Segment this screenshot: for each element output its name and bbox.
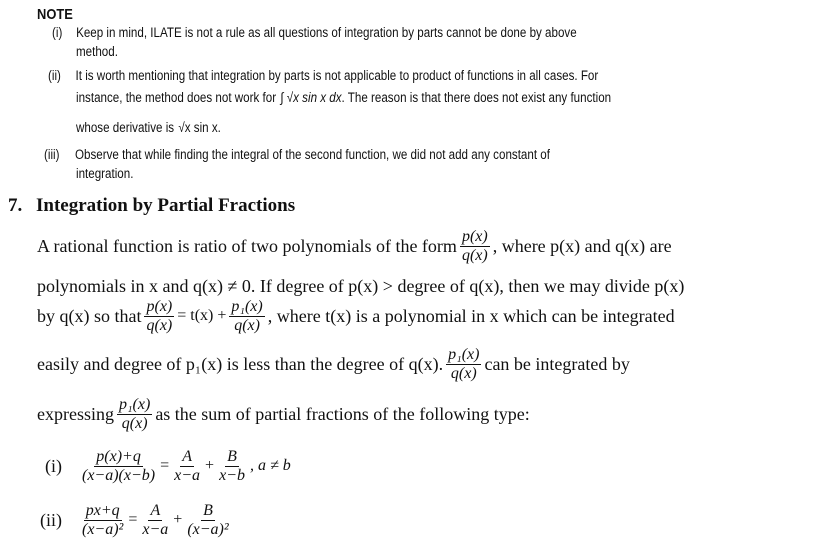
formula-1 bbox=[45, 448, 291, 484]
numerator: p₁(x) bbox=[118, 396, 151, 413]
fraction bbox=[217, 448, 247, 484]
text: A rational function is ratio of two polynomials of the form bbox=[37, 235, 457, 256]
denominator: x−b bbox=[219, 466, 245, 484]
item-label: (ii) bbox=[48, 68, 61, 83]
fraction bbox=[140, 502, 170, 538]
numerator: B bbox=[227, 448, 237, 465]
numerator: p(x) bbox=[146, 298, 173, 315]
fraction bbox=[229, 298, 264, 334]
denominator: q(x) bbox=[461, 246, 488, 264]
text: as the sum of partial fractions of the following type: bbox=[155, 403, 530, 424]
denominator: (x−a)(x−b) bbox=[82, 466, 156, 484]
formula-label: (ii) bbox=[40, 509, 62, 530]
fraction bbox=[185, 502, 230, 538]
text: can be integrated by bbox=[484, 353, 630, 374]
text: = bbox=[128, 511, 138, 529]
text: + bbox=[173, 511, 183, 529]
numerator: p(x) bbox=[461, 228, 488, 245]
denominator: (x−a)² bbox=[82, 520, 124, 538]
denominator: q(x) bbox=[121, 414, 148, 432]
note-text bbox=[76, 90, 611, 105]
section-title: Integration by Partial Fractions bbox=[36, 195, 296, 216]
text: , where t(x) is a polynomial in x which can be integrated bbox=[267, 305, 675, 326]
paragraph-line: polynomials in x and q(x) ≠ 0. If degree of p(x) > degree of q(x), then we may divide p(x) bbox=[37, 276, 685, 296]
condition: , a ≠ b bbox=[249, 457, 291, 475]
paragraph-line bbox=[37, 396, 530, 432]
math-expression: √x sin x. bbox=[178, 120, 221, 135]
note-text: It is worth mentioning that integration by parts is not applicable to product of functions in all cases. For bbox=[75, 68, 599, 83]
denominator: x−a bbox=[142, 520, 169, 538]
text: whose derivative is bbox=[76, 120, 175, 135]
numerator: A bbox=[182, 448, 192, 465]
section-heading bbox=[8, 195, 295, 217]
fraction bbox=[144, 298, 174, 334]
text: = bbox=[160, 457, 170, 475]
note-text: integration. bbox=[76, 166, 134, 181]
numerator: A bbox=[150, 502, 161, 519]
text: + bbox=[205, 457, 215, 475]
text: = t(x) + bbox=[177, 307, 227, 325]
fraction bbox=[172, 448, 202, 484]
fraction bbox=[117, 396, 152, 432]
item-label: (i) bbox=[52, 25, 63, 40]
item-label: (iii) bbox=[44, 147, 60, 162]
note-text: Keep in mind, ILATE is not a rule as all questions of integration by parts cannot be done by above bbox=[76, 25, 577, 40]
fraction bbox=[80, 448, 157, 484]
paragraph-line bbox=[37, 346, 630, 382]
fraction bbox=[80, 502, 125, 538]
note-item-3 bbox=[44, 147, 550, 162]
denominator: q(x) bbox=[146, 316, 173, 334]
denominator: q(x) bbox=[450, 364, 477, 382]
note-text: method. bbox=[76, 44, 118, 59]
text: by q(x) so that bbox=[37, 305, 142, 326]
text: easily and degree of p₁(x) is less than the degree of q(x). bbox=[37, 353, 444, 374]
note-heading: NOTE bbox=[37, 6, 73, 23]
integral-expression: ∫ √x sin x dx bbox=[280, 90, 342, 105]
note-item-1 bbox=[52, 25, 577, 40]
formula-label: (i) bbox=[45, 455, 62, 476]
paragraph-line bbox=[37, 298, 675, 334]
section-number: 7. bbox=[8, 195, 23, 216]
denominator: q(x) bbox=[234, 316, 260, 334]
numerator: px+q bbox=[85, 502, 120, 519]
paragraph-line bbox=[37, 228, 672, 264]
note-item-2 bbox=[48, 68, 598, 83]
note-text bbox=[76, 120, 221, 135]
denominator: (x−a)² bbox=[187, 520, 229, 538]
numerator: B bbox=[203, 502, 213, 519]
numerator: p₁(x) bbox=[448, 346, 480, 363]
note-text: Observe that while finding the integral of the second function, we did not add any constant of bbox=[74, 147, 550, 162]
text: , where p(x) and q(x) are bbox=[492, 235, 672, 256]
numerator: p₁(x) bbox=[231, 298, 263, 315]
fraction bbox=[446, 346, 481, 382]
text: . The reason is that there does not exist any function bbox=[341, 90, 612, 105]
numerator: p(x)+q bbox=[96, 448, 141, 465]
text: expressing bbox=[37, 403, 114, 424]
fraction bbox=[460, 228, 490, 264]
text: instance, the method does not work for bbox=[76, 90, 277, 105]
formula-2 bbox=[40, 502, 234, 538]
denominator: x−a bbox=[174, 466, 201, 484]
